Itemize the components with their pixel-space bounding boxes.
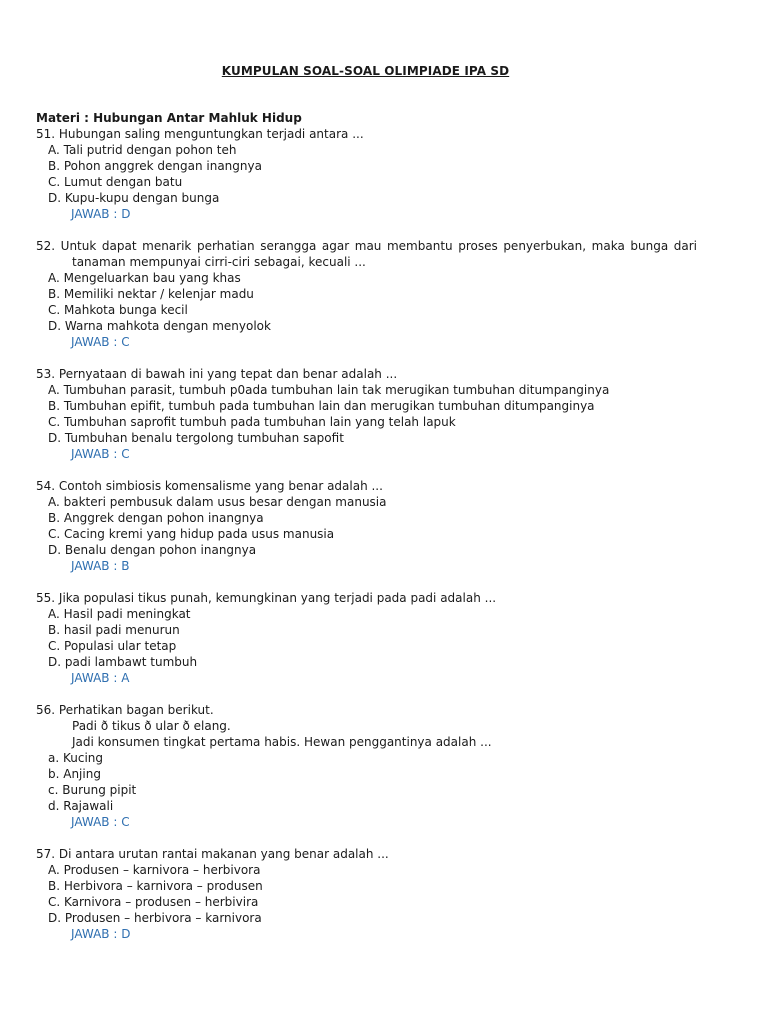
question-stem: 52. Untuk dapat menarik perhatian serangga agar mau membantu proses penyerbukan, maka bunga dari xyxy=(36,239,697,253)
answer-key: JAWAB : B xyxy=(71,559,130,573)
option-d: D. Tumbuhan benalu tergolong tumbuhan sapofit xyxy=(48,431,344,445)
option-d: D. Produsen – herbivora – karnivora xyxy=(48,911,262,925)
question-followup: Jadi konsumen tingkat pertama habis. Hewan penggantinya adalah ... xyxy=(72,735,492,749)
option-b: B. hasil padi menurun xyxy=(48,623,180,637)
answer-key: JAWAB : C xyxy=(71,335,130,349)
question-stem: 54. Contoh simbiosis komensalisme yang benar adalah ... xyxy=(36,479,383,493)
question-53 xyxy=(36,366,706,462)
option-a: A. Mengeluarkan bau yang khas xyxy=(48,271,241,285)
document-title: KUMPULAN SOAL-SOAL OLIMPIADE IPA SD xyxy=(221,64,510,78)
option-d: D. Warna mahkota dengan menyolok xyxy=(48,319,271,333)
question-stem-continued: tanaman mempunyai cirri-ciri sebagai, kecuali ... xyxy=(72,255,366,269)
option-c: C. Lumut dengan batu xyxy=(48,175,183,189)
option-c: c. Burung pipit xyxy=(48,783,137,797)
option-c: C. Cacing kremi yang hidup pada usus manusia xyxy=(48,527,335,541)
option-a: A. Hasil padi meningkat xyxy=(48,607,191,621)
question-stem: 51. Hubungan saling menguntungkan terjadi antara ... xyxy=(36,127,364,141)
question-stem: 57. Di antara urutan rantai makanan yang benar adalah ... xyxy=(36,847,389,861)
answer-key: JAWAB : A xyxy=(71,671,130,685)
materi-heading: Materi : Hubungan Antar Mahluk Hidup xyxy=(36,111,302,125)
question-54 xyxy=(36,478,706,574)
option-b: B. Anggrek dengan pohon inangnya xyxy=(48,511,264,525)
question-55 xyxy=(36,590,706,686)
option-b: B. Memiliki nektar / kelenjar madu xyxy=(48,287,254,301)
question-list xyxy=(36,126,706,958)
option-c: C. Tumbuhan saprofit tumbuh pada tumbuhan lain yang telah lapuk xyxy=(48,415,456,429)
question-stem: 55. Jika populasi tikus punah, kemungkinan yang terjadi pada padi adalah ... xyxy=(36,591,497,605)
option-c: C. Karnivora – produsen – herbivira xyxy=(48,895,259,909)
option-b: B. Tumbuhan epifit, tumbuh pada tumbuhan lain dan merugikan tumbuhan ditumpanginya xyxy=(48,399,595,413)
food-chain-diagram-text: Padi ð tikus ð ular ð elang. xyxy=(72,719,231,733)
option-b: b. Anjing xyxy=(48,767,101,781)
question-52 xyxy=(36,238,706,350)
option-d: d. Rajawali xyxy=(48,799,114,813)
option-c: C. Populasi ular tetap xyxy=(48,639,177,653)
question-stem: 53. Pernyataan di bawah ini yang tepat dan benar adalah ... xyxy=(36,367,398,381)
question-56 xyxy=(36,702,706,830)
question-57 xyxy=(36,846,706,942)
answer-key: JAWAB : D xyxy=(71,927,131,941)
option-d: D. Kupu-kupu dengan bunga xyxy=(48,191,220,205)
option-a: A. Tumbuhan parasit, tumbuh p0ada tumbuhan lain tak merugikan tumbuhan ditumpanginya xyxy=(48,383,610,397)
option-a: A. Produsen – karnivora – herbivora xyxy=(48,863,261,877)
answer-key: JAWAB : C xyxy=(71,815,130,829)
option-d: D. Benalu dengan pohon inangnya xyxy=(48,543,257,557)
question-stem: 56. Perhatikan bagan berikut. xyxy=(36,703,214,717)
answer-key: JAWAB : D xyxy=(71,207,131,221)
option-b: B. Herbivora – karnivora – produsen xyxy=(48,879,263,893)
option-b: B. Pohon anggrek dengan inangnya xyxy=(48,159,262,173)
question-51 xyxy=(36,126,706,222)
option-a: A. bakteri pembusuk dalam usus besar dengan manusia xyxy=(48,495,387,509)
option-d: D. padi lambawt tumbuh xyxy=(48,655,198,669)
option-a: a. Kucing xyxy=(48,751,104,765)
option-a: A. Tali putrid dengan pohon teh xyxy=(48,143,237,157)
answer-key: JAWAB : C xyxy=(71,447,130,461)
option-c: C. Mahkota bunga kecil xyxy=(48,303,188,317)
